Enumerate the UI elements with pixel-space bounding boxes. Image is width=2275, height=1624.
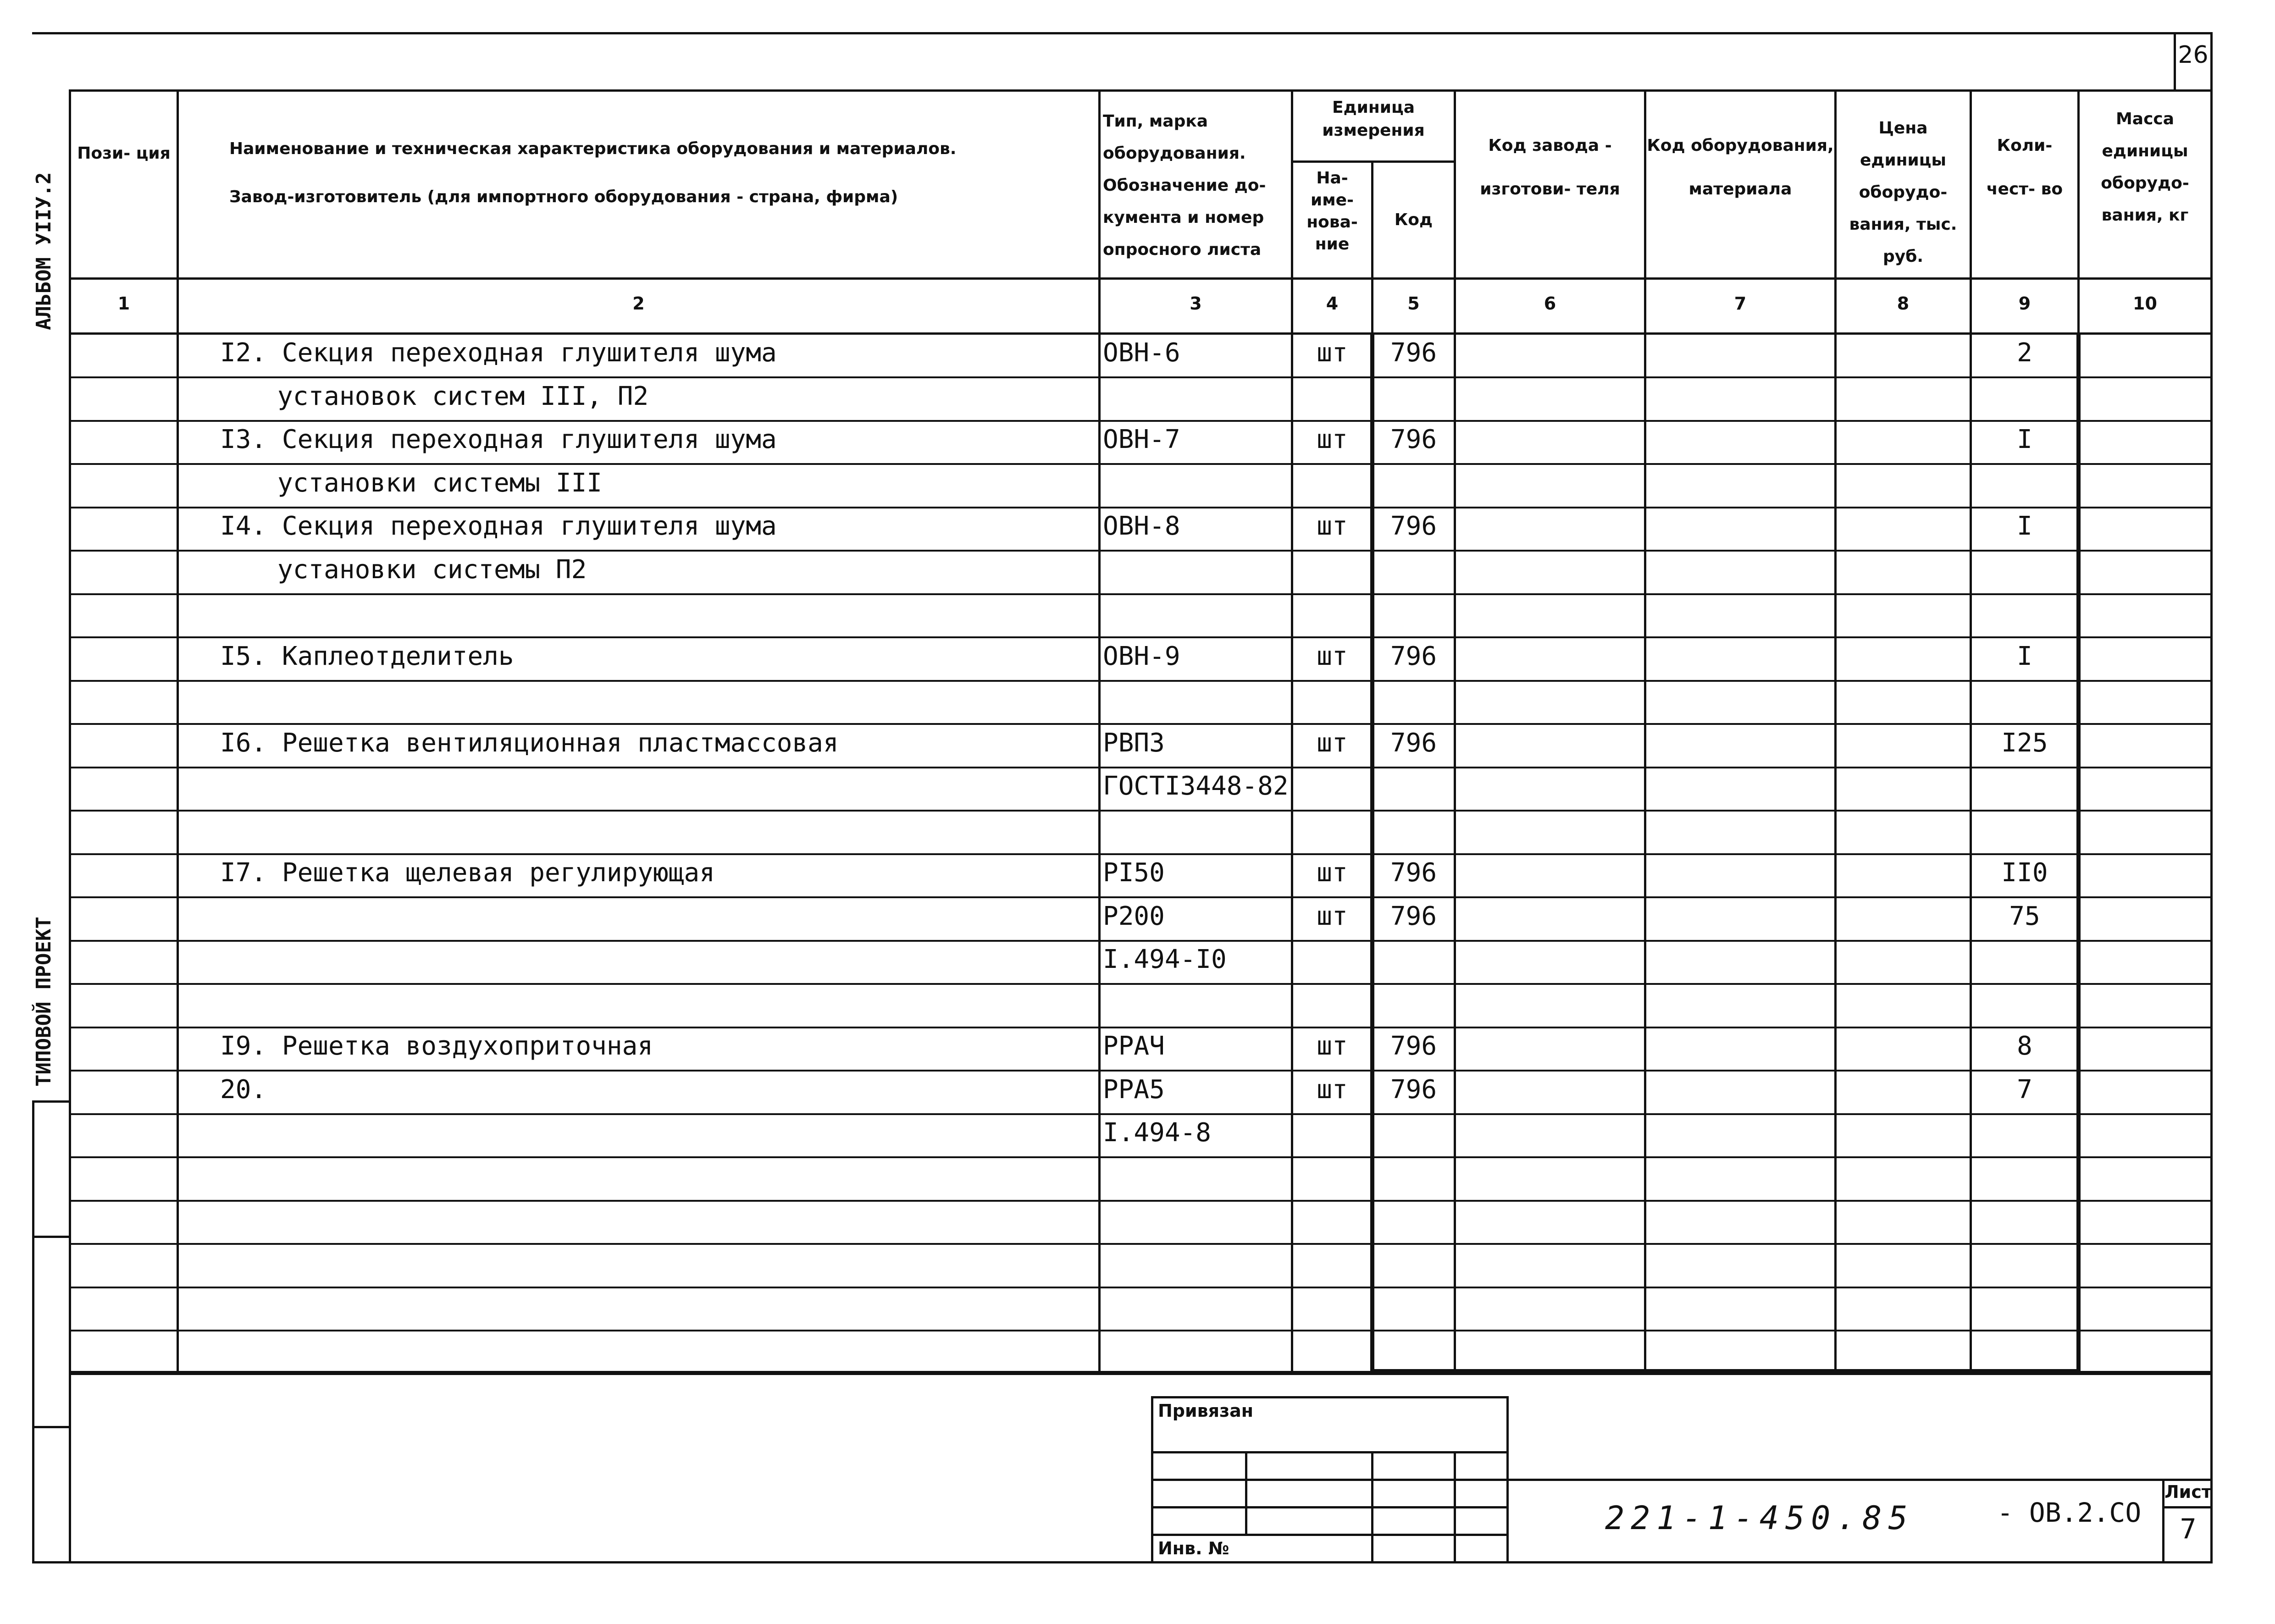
header-position: Пози- ция — [77, 144, 171, 163]
row-divider — [69, 983, 2213, 985]
row-code: 796 — [1390, 641, 1437, 671]
row-name: I5. Каплеотделитель — [220, 641, 514, 671]
row-quantity: I25 — [2001, 728, 2048, 758]
header-name-line2: Завод-изготовитель (для импортного оборудования - страна, фирма) — [229, 188, 898, 206]
row-name: I4. Секция переходная глушителя шума — [220, 511, 777, 541]
row-type: РРА5 — [1103, 1075, 1165, 1105]
row-quantity: I — [2017, 425, 2032, 454]
row-name: 20. — [220, 1075, 267, 1105]
row-divider — [69, 810, 2213, 812]
colnum-7: 7 — [1734, 293, 1747, 314]
row-type: I.494-8 — [1103, 1118, 1212, 1148]
col-line-5 — [1454, 89, 1456, 1371]
right-border — [2210, 32, 2213, 1563]
stamp-sheet-split — [2162, 1506, 2213, 1508]
row-code: 796 — [1390, 1075, 1437, 1105]
stamp-col-3 — [1454, 1451, 1456, 1563]
col-line-7 — [1834, 89, 1837, 1371]
header-bottom — [69, 277, 2213, 280]
colnum-8: 8 — [1897, 293, 1910, 314]
project-type-label: ТИПОВОЙ ПРОЕКТ — [32, 917, 55, 1087]
row-type: ОВН-6 — [1103, 338, 1180, 368]
header-unit-code: Код — [1394, 210, 1433, 229]
row-type: ОВН-9 — [1103, 641, 1180, 671]
row-unit: шт — [1317, 1031, 1348, 1061]
row-name: установки системы III — [277, 468, 603, 498]
row-quantity: I — [2017, 641, 2032, 671]
bottom-border — [32, 1561, 2213, 1563]
sheet-number: 26 — [2178, 41, 2209, 69]
row-quantity: 75 — [2009, 901, 2040, 931]
row-code: 796 — [1390, 338, 1437, 368]
row-name: I3. Секция переходная глушителя шума — [220, 425, 777, 454]
row-divider — [69, 1156, 2213, 1158]
header-equipment-code: Код оборудования, материала — [1647, 136, 1834, 199]
header-quantity: Коли- чест- во — [1986, 136, 2063, 199]
top-border — [32, 32, 2210, 34]
row-divider — [69, 593, 2213, 595]
side-tick-1 — [32, 1100, 71, 1103]
row-divider — [69, 1287, 2213, 1288]
row-divider — [69, 1373, 2213, 1375]
stamp-col-1 — [1245, 1451, 1247, 1534]
colnum-10: 10 — [2133, 293, 2157, 314]
stamp-top — [1151, 1396, 1509, 1398]
colnum-9: 9 — [2018, 293, 2031, 314]
stamp-sheet-label: Лист — [2164, 1482, 2212, 1502]
row-type: ГОСТI3448-82 — [1103, 771, 1289, 801]
row-name: установок систем III, П2 — [277, 381, 649, 411]
header-unit-name: На- име- нова- ние — [1306, 169, 1358, 254]
row-code: 796 — [1390, 858, 1437, 888]
side-tick-3 — [32, 1426, 71, 1428]
row-code: 796 — [1390, 728, 1437, 758]
album-label: АЛЬБОМ УIIУ.2 — [32, 172, 55, 330]
row-divider — [69, 1330, 2213, 1331]
colnum-1: 1 — [117, 293, 130, 314]
row-unit: шт — [1317, 641, 1348, 671]
row-unit: шт — [1317, 511, 1348, 541]
row-unit: шт — [1317, 338, 1348, 368]
left-border-lower — [32, 1100, 34, 1563]
header-price: Цена единицы оборудо- вания, тыс. руб. — [1849, 119, 1957, 266]
row-unit: шт — [1317, 858, 1348, 888]
row-quantity: 7 — [2017, 1075, 2032, 1105]
stamp-designation: 221-1-450.85 — [1605, 1499, 1914, 1537]
row-code: 796 — [1390, 1031, 1437, 1061]
header-unit: Единица измерения — [1322, 98, 1425, 140]
stamp-sheet-value: 7 — [2180, 1513, 2197, 1545]
row-quantity: 2 — [2017, 338, 2032, 368]
col-line-6 — [1644, 89, 1646, 1371]
row-type: ОВН-8 — [1103, 511, 1180, 541]
row-unit: шт — [1317, 728, 1348, 758]
row-divider — [69, 1200, 2213, 1202]
colnum-2: 2 — [632, 293, 645, 314]
row-quantity: I — [2017, 511, 2032, 541]
row-divider — [69, 680, 2213, 682]
stamp-inv-label: Инв. № — [1158, 1538, 1229, 1558]
colnum-4: 4 — [1326, 293, 1339, 314]
row-type: Р200 — [1103, 901, 1165, 931]
stamp-col-2 — [1371, 1451, 1373, 1563]
row-name: I7. Решетка щелевая регулирующая — [220, 858, 715, 888]
row-quantity: II0 — [2001, 858, 2048, 888]
row-type: ОВН-7 — [1103, 425, 1180, 454]
header-top — [69, 89, 2213, 92]
header-type: Тип, марка оборудования. Обозначение до- кумента и номер опросного листа — [1103, 112, 1266, 259]
stamp-suffix: - ОВ.2.СО — [1997, 1497, 2142, 1528]
row-name: I2. Секция переходная глушителя шума — [220, 338, 777, 368]
row-type: РВП3 — [1103, 728, 1165, 758]
row-unit: шт — [1317, 425, 1348, 454]
row-quantity: 8 — [2017, 1031, 2032, 1061]
row-code: 796 — [1390, 511, 1437, 541]
row-unit: шт — [1317, 901, 1348, 931]
stamp-attached-label: Привязан — [1158, 1401, 1254, 1421]
row-unit: шт — [1317, 1075, 1348, 1105]
col-line-1 — [177, 89, 179, 1371]
row-name: I9. Решетка воздухоприточная — [220, 1031, 653, 1061]
header-mass: Масса единицы оборудо- вания, кг — [2101, 110, 2189, 225]
row-name: установки системы П2 — [277, 555, 587, 585]
stamp-main-top — [1506, 1479, 2213, 1481]
row-type: РI50 — [1103, 858, 1165, 888]
colnum-5: 5 — [1407, 293, 1420, 314]
row-code: 796 — [1390, 901, 1437, 931]
row-name: I6. Решетка вентиляционная пластмассовая — [220, 728, 839, 758]
row-code: 796 — [1390, 425, 1437, 454]
row-type: I.494-I0 — [1103, 945, 1227, 974]
row-divider — [69, 1243, 2213, 1245]
col-line-2 — [1098, 89, 1101, 1371]
header-factory-code: Код завода - изготови- теля — [1480, 136, 1620, 199]
colnum-6: 6 — [1544, 293, 1556, 314]
row-type: РРАЧ — [1103, 1031, 1165, 1061]
colnum-3: 3 — [1190, 293, 1202, 314]
header-name-line1: Наименование и техническая характеристика оборудования и материалов. — [229, 139, 957, 158]
side-tick-2 — [32, 1236, 71, 1238]
